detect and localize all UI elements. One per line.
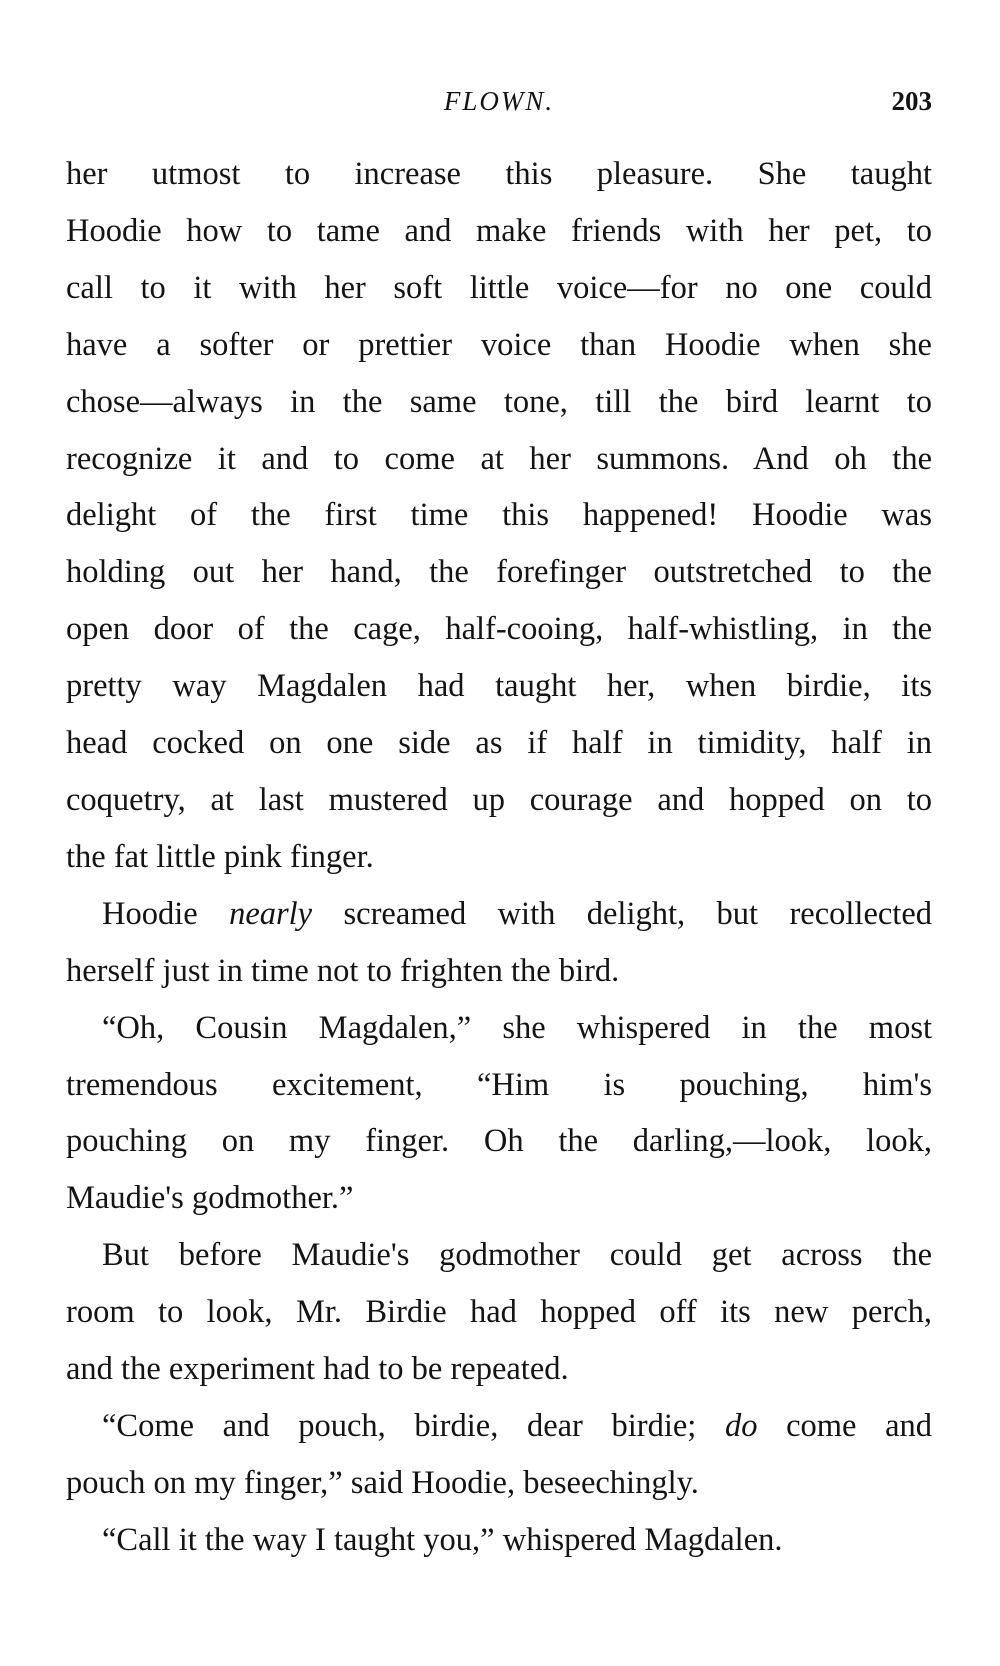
body-text: [66, 146, 932, 1569]
text-line: coquetry, at last mustered up courage and hopped on to: [66, 781, 932, 818]
text-line: call to it with her soft little voice—for no one could: [66, 269, 932, 306]
text-run: “Come and pouch, birdie, dear birdie;: [102, 1407, 725, 1444]
text-line: head cocked on one side as if half in timidity, half in: [66, 725, 932, 762]
paragraph-6: [66, 1512, 932, 1569]
text-line: delight of the first time this happened! Hoodie was: [66, 497, 932, 534]
text-line: “Call it the way I taught you,” whispered Magdalen.: [102, 1521, 783, 1558]
running-head: [66, 86, 932, 126]
text-line: pretty way Magdalen had taught her, when birdie, its: [66, 668, 932, 705]
text-line: pouch on my finger,” said Hoodie, beseechingly.: [66, 1464, 699, 1501]
text-line: [66, 1398, 932, 1455]
text-line: and the experiment had to be repeated.: [66, 1351, 569, 1388]
text-line: her utmost to increase this pleasure. She taught: [66, 156, 932, 192]
text-line: open door of the cage, half-cooing, half-whistling, in the: [66, 611, 932, 648]
running-title: FLOWN.: [443, 86, 555, 116]
paragraph-2: [66, 886, 932, 1000]
paragraph-5: [66, 1398, 932, 1512]
page-number: 203: [891, 86, 932, 116]
text-line: But before Maudie's godmother could get across the: [102, 1237, 932, 1274]
text-line: room to look, Mr. Birdie had hopped off its new perch,: [66, 1294, 932, 1331]
text-line: have a softer or prettier voice than Hoodie when she: [66, 326, 932, 363]
text-line: “Oh, Cousin Magdalen,” she whispered in the most: [102, 1009, 932, 1046]
text-run: Hoodie: [102, 895, 230, 932]
emphasis-text: nearly: [229, 895, 313, 932]
text-line: Hoodie how to tame and make friends with her pet, to: [66, 212, 932, 249]
text-line: tremendous excitement, “Him is pouching, him's: [66, 1066, 932, 1103]
paragraph-1: [66, 146, 932, 886]
text-line: [66, 886, 932, 943]
text-line: pouching on my finger. Oh the darling,—look, look,: [66, 1123, 932, 1160]
text-line: chose—always in the same tone, till the bird learnt to: [66, 383, 932, 420]
text-line: the fat little pink finger.: [66, 838, 374, 875]
text-run: come and: [757, 1407, 932, 1444]
emphasis-text: do: [724, 1407, 758, 1444]
text-line: recognize it and to come at her summons. And oh the: [66, 440, 932, 477]
paragraph-3: [66, 1000, 932, 1228]
text-line: herself just in time not to frighten the bird.: [66, 952, 620, 989]
text-run: screamed with delight, but recollected: [312, 895, 932, 932]
paragraph-4: [66, 1227, 932, 1398]
text-line: Maudie's godmother.”: [66, 1180, 354, 1217]
text-line: holding out her hand, the forefinger outstretched to the: [66, 554, 932, 591]
